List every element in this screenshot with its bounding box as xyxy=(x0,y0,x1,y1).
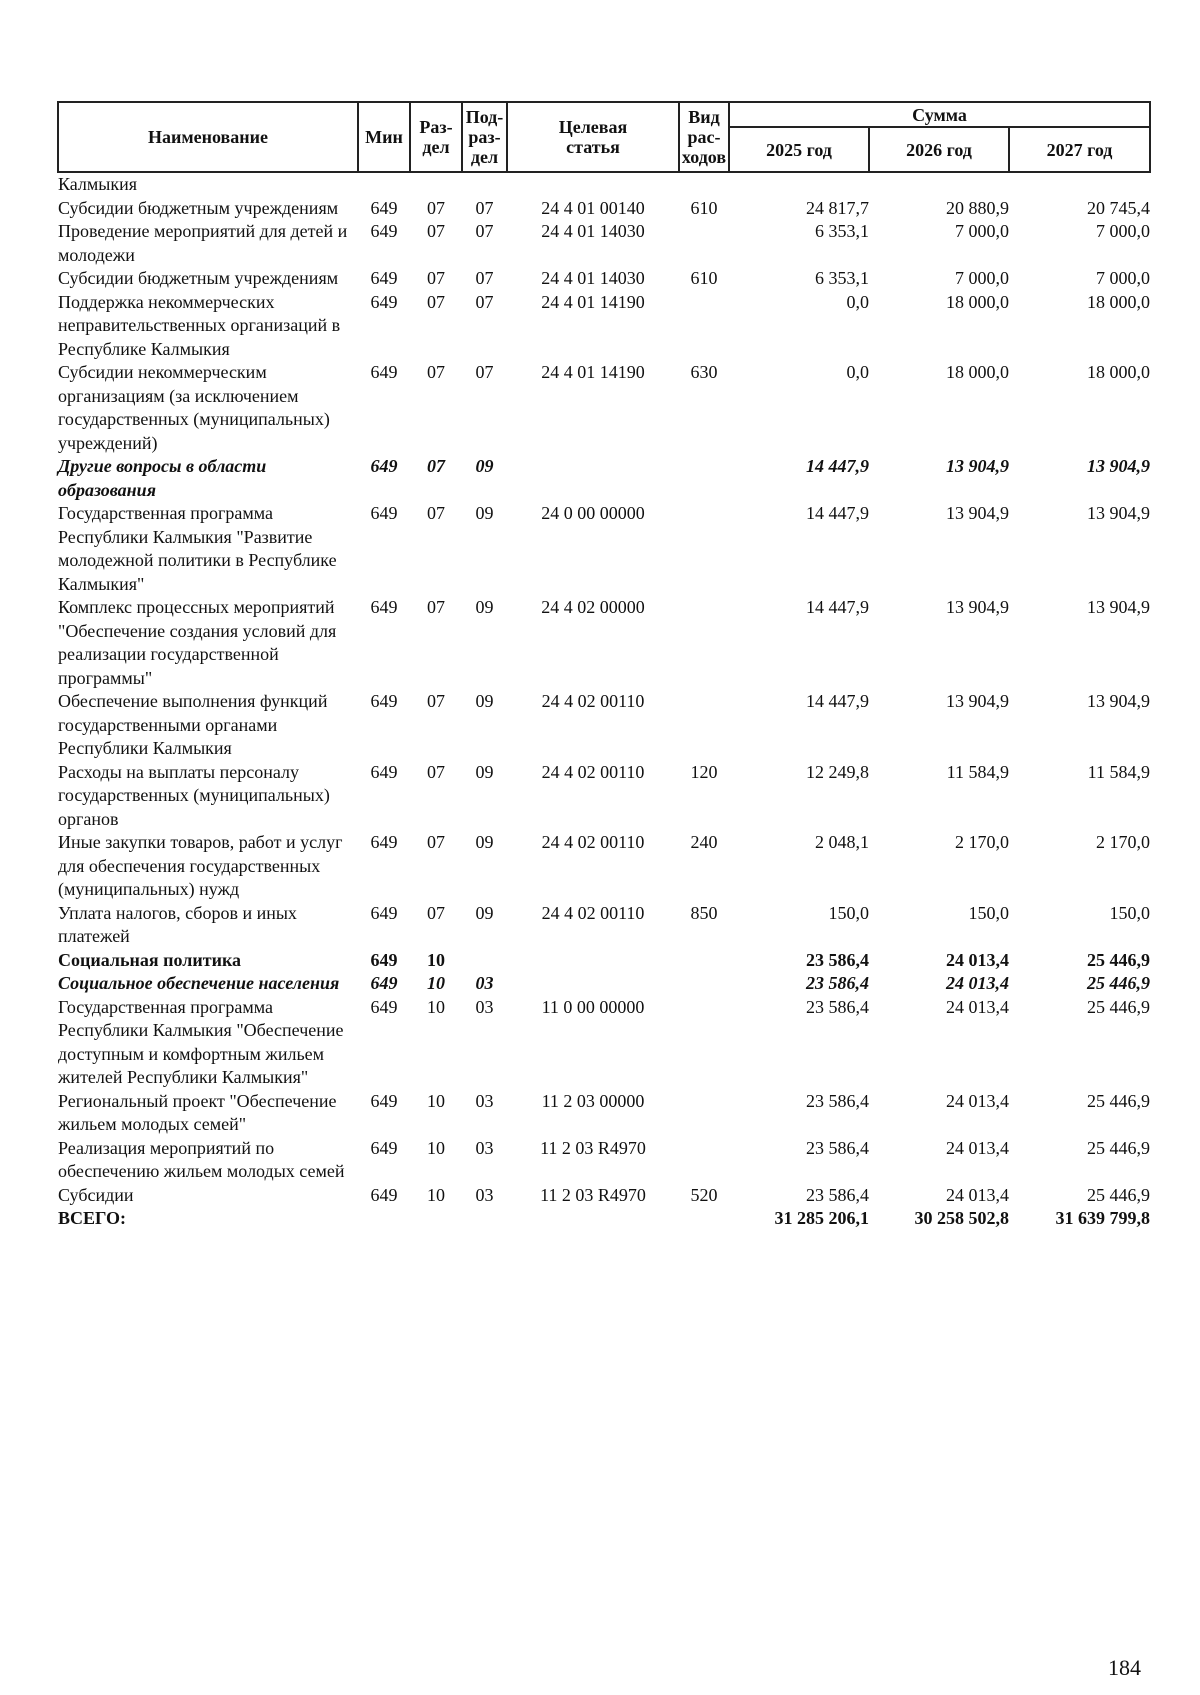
subsection-cell xyxy=(462,1207,507,1231)
amount-2027-cell: 2 170,0 xyxy=(1096,832,1150,852)
amount-2025-cell: 0,0 xyxy=(846,362,869,382)
target-article-cell: 11 2 03 00000 xyxy=(541,1090,645,1111)
amount-2026-cell: 24 013,4 xyxy=(946,1137,1009,1158)
target-article-cell: 24 4 02 00110 xyxy=(541,761,645,782)
target-article-cell xyxy=(507,455,679,502)
section-cell: 07 xyxy=(427,503,445,523)
target-article-cell: 24 4 02 00110 xyxy=(541,691,645,711)
target-article-cell: 11 2 03 R4970 xyxy=(540,1184,646,1205)
subsection-cell: 09 xyxy=(475,691,494,711)
expense-type-cell xyxy=(679,1090,729,1137)
ministry-cell: 649 xyxy=(370,197,398,218)
name-cell: Обеспечение выполнения функций государственными органами Республики Калмыкия xyxy=(58,691,328,758)
ministry-cell: 649 xyxy=(370,949,398,970)
target-article-cell: 24 4 02 00110 xyxy=(541,832,645,852)
expense-type-cell xyxy=(679,972,729,996)
header-razdel: Раз- дел xyxy=(410,102,462,172)
ministry-cell: 649 xyxy=(370,902,398,923)
ministry-cell: 649 xyxy=(370,973,398,993)
table-row xyxy=(58,902,1150,949)
section-cell: 07 xyxy=(427,362,445,382)
amount-2025-cell: 23 586,4 xyxy=(806,949,869,970)
amount-2027-cell: 25 446,9 xyxy=(1087,1090,1150,1111)
amount-2025-cell: 23 586,4 xyxy=(806,996,869,1017)
expense-type-cell xyxy=(679,502,729,596)
expense-type-cell: 850 xyxy=(690,902,718,923)
target-article-cell: 24 4 01 14190 xyxy=(541,362,645,382)
table-row xyxy=(58,267,1150,291)
ministry-cell xyxy=(358,172,410,197)
amount-2025-cell: 23 586,4 xyxy=(806,973,869,993)
table-row xyxy=(58,220,1150,267)
name-cell: Субсидии бюджетным учреждениям xyxy=(58,268,339,288)
subsection-cell: 03 xyxy=(475,973,494,993)
amount-2026-cell: 13 904,9 xyxy=(946,597,1009,617)
amount-2026-cell: 20 880,9 xyxy=(946,197,1009,218)
expense-type-cell xyxy=(679,1137,729,1184)
amount-2027-cell xyxy=(1009,172,1150,197)
amount-2026-cell: 24 013,4 xyxy=(946,973,1009,993)
ministry-cell xyxy=(358,1207,410,1231)
name-cell: Проведение мероприятий для детей и молодежи xyxy=(58,221,348,265)
amount-2026-cell: 150,0 xyxy=(968,902,1009,923)
amount-2026-cell: 30 258 502,8 xyxy=(914,1208,1009,1228)
section-cell: 10 xyxy=(427,949,445,970)
amount-2027-cell: 20 745,4 xyxy=(1087,197,1150,218)
amount-2027-cell: 150,0 xyxy=(1109,902,1150,923)
subsection-cell: 03 xyxy=(475,1090,494,1111)
amount-2026-cell: 13 904,9 xyxy=(946,456,1009,476)
table-row xyxy=(58,831,1150,902)
section-cell: 10 xyxy=(427,996,445,1017)
amount-2025-cell: 23 586,4 xyxy=(806,1137,869,1158)
target-article-cell xyxy=(507,1207,679,1231)
amount-2026-cell: 24 013,4 xyxy=(946,996,1009,1017)
name-cell: Калмыкия xyxy=(58,174,138,194)
table-row xyxy=(58,949,1150,973)
table-row xyxy=(58,197,1150,221)
table-row xyxy=(58,1137,1150,1184)
section-cell: 10 xyxy=(427,1184,445,1205)
amount-2027-cell: 18 000,0 xyxy=(1087,291,1150,312)
ministry-cell: 649 xyxy=(370,597,398,617)
amount-2025-cell: 12 249,8 xyxy=(806,761,869,782)
ministry-cell: 649 xyxy=(370,996,398,1017)
expense-type-cell xyxy=(679,455,729,502)
subsection-cell xyxy=(462,949,507,973)
name-cell: Субсидии некоммерческим организациям (за исключением государственных (муниципальных) учреждений) xyxy=(58,362,330,453)
header-year-2025: 2025 год xyxy=(729,127,869,172)
header-year-2026: 2026 год xyxy=(869,127,1009,172)
name-cell: Субсидии xyxy=(58,1184,134,1205)
subsection-cell: 09 xyxy=(475,761,494,782)
ministry-cell: 649 xyxy=(370,691,398,711)
amount-2027-cell: 11 584,9 xyxy=(1087,761,1150,782)
section-cell: 07 xyxy=(427,221,445,241)
expense-type-cell xyxy=(679,1207,729,1231)
subsection-cell: 07 xyxy=(475,221,494,241)
expense-type-cell: 610 xyxy=(690,197,718,218)
target-article-cell: 24 4 01 00140 xyxy=(541,197,645,218)
expense-type-cell xyxy=(679,690,729,761)
amount-2025-cell: 150,0 xyxy=(828,902,869,923)
table-row xyxy=(58,1090,1150,1137)
expense-type-cell xyxy=(679,596,729,690)
expense-type-cell xyxy=(679,220,729,267)
table-row xyxy=(58,291,1150,362)
ministry-cell: 649 xyxy=(370,362,398,382)
subsection-cell: 03 xyxy=(475,1137,494,1158)
amount-2026-cell: 24 013,4 xyxy=(946,1090,1009,1111)
amount-2025-cell: 24 817,7 xyxy=(806,197,869,218)
amount-2027-cell: 25 446,9 xyxy=(1087,1137,1150,1158)
section-cell xyxy=(410,1207,462,1231)
ministry-cell: 649 xyxy=(370,456,398,476)
header-podrazdel: Под- раз- дел xyxy=(462,102,507,172)
section-cell: 07 xyxy=(427,291,445,312)
target-article-cell: 11 2 03 R4970 xyxy=(540,1137,646,1158)
amount-2026-cell: 24 013,4 xyxy=(946,949,1009,970)
name-cell: Социальное обеспечение населения xyxy=(58,973,340,993)
expense-type-cell xyxy=(679,996,729,1090)
ministry-cell: 649 xyxy=(370,221,398,241)
table-row xyxy=(58,1184,1150,1208)
amount-2027-cell: 13 904,9 xyxy=(1087,456,1150,476)
section-cell: 07 xyxy=(427,597,445,617)
amount-2026-cell: 13 904,9 xyxy=(946,503,1009,523)
ministry-cell: 649 xyxy=(370,1090,398,1111)
amount-2027-cell: 25 446,9 xyxy=(1087,973,1150,993)
table-row xyxy=(58,455,1150,502)
amount-2025-cell: 23 586,4 xyxy=(806,1184,869,1205)
expense-type-cell xyxy=(679,172,729,197)
expense-type-cell xyxy=(679,949,729,973)
amount-2025-cell: 6 353,1 xyxy=(815,221,869,241)
amount-2026-cell xyxy=(869,172,1009,197)
header-sum: Сумма xyxy=(729,102,1150,127)
amount-2026-cell: 7 000,0 xyxy=(955,268,1009,288)
amount-2025-cell: 14 447,9 xyxy=(806,597,869,617)
section-cell: 07 xyxy=(427,268,445,288)
subsection-cell: 07 xyxy=(475,197,494,218)
name-cell: Реализация мероприятий по обеспечению жильем молодых семей xyxy=(58,1137,345,1181)
target-article-cell: 24 0 00 00000 xyxy=(541,503,645,523)
table-row xyxy=(58,361,1150,455)
section-cell: 07 xyxy=(427,197,445,218)
table-header xyxy=(58,102,1150,172)
amount-2027-cell: 13 904,9 xyxy=(1087,691,1150,711)
amount-2027-cell: 13 904,9 xyxy=(1087,597,1150,617)
name-cell: Иные закупки товаров, работ и услуг для обеспечения государственных (муниципальных) нужд xyxy=(58,832,343,899)
amount-2027-cell: 31 639 799,8 xyxy=(1055,1208,1150,1228)
ministry-cell: 649 xyxy=(370,832,398,852)
subsection-cell xyxy=(462,172,507,197)
target-article-cell: 24 4 01 14030 xyxy=(541,268,645,288)
amount-2027-cell: 7 000,0 xyxy=(1096,268,1150,288)
table-row xyxy=(58,690,1150,761)
amount-2025-cell: 14 447,9 xyxy=(806,456,869,476)
table-row xyxy=(58,596,1150,690)
expense-type-cell: 520 xyxy=(690,1184,718,1205)
ministry-cell: 649 xyxy=(370,503,398,523)
amount-2026-cell: 2 170,0 xyxy=(955,832,1009,852)
name-cell: Государственная программа Республики Калмыкия "Обеспечение доступным и комфортным жильем жителей Республики Калмыкия" xyxy=(58,996,344,1087)
header-min: Мин xyxy=(358,102,410,172)
subsection-cell: 09 xyxy=(475,902,494,923)
expense-type-cell xyxy=(679,291,729,362)
section-cell: 07 xyxy=(427,456,445,476)
name-cell: Региональный проект "Обеспечение жильем молодых семей" xyxy=(58,1090,337,1134)
subsection-cell: 07 xyxy=(475,362,494,382)
amount-2026-cell: 18 000,0 xyxy=(946,362,1009,382)
section-cell: 07 xyxy=(427,761,445,782)
amount-2026-cell: 11 584,9 xyxy=(946,761,1009,782)
amount-2025-cell: 0,0 xyxy=(846,291,869,312)
target-article-cell: 24 4 02 00000 xyxy=(541,597,645,617)
budget-table xyxy=(57,101,1151,1231)
ministry-cell: 649 xyxy=(370,761,398,782)
target-article-cell xyxy=(507,972,679,996)
section-cell: 10 xyxy=(427,1090,445,1111)
target-article-cell: 24 4 02 00110 xyxy=(541,902,645,923)
table-row xyxy=(58,172,1150,197)
target-article-cell: 11 0 00 00000 xyxy=(541,996,645,1017)
subsection-cell: 09 xyxy=(475,597,494,617)
target-article-cell: 24 4 01 14030 xyxy=(541,221,645,241)
page-number: 184 xyxy=(1108,1655,1141,1680)
name-cell: Государственная программа Республики Калмыкия "Развитие молодежной политики в Республике Калмыкия" xyxy=(58,503,337,594)
amount-2026-cell: 13 904,9 xyxy=(946,691,1009,711)
amount-2027-cell: 18 000,0 xyxy=(1087,362,1150,382)
amount-2026-cell: 7 000,0 xyxy=(955,221,1009,241)
name-cell: ВСЕГО: xyxy=(58,1208,127,1228)
amount-2027-cell: 25 446,9 xyxy=(1087,1184,1150,1205)
name-cell: Другие вопросы в области образования xyxy=(58,456,267,500)
target-article-cell xyxy=(507,172,679,197)
table-body xyxy=(58,172,1150,1231)
name-cell: Поддержка некоммерческих неправительственных организаций в Республике Калмыкия xyxy=(58,291,341,359)
amount-2027-cell: 7 000,0 xyxy=(1096,221,1150,241)
ministry-cell: 649 xyxy=(370,1137,398,1158)
section-cell: 07 xyxy=(427,691,445,711)
section-cell xyxy=(410,172,462,197)
subsection-cell: 09 xyxy=(475,832,494,852)
expense-type-cell: 630 xyxy=(690,362,718,382)
name-cell: Расходы на выплаты персоналу государственных (муниципальных) органов xyxy=(58,761,330,829)
table-row xyxy=(58,972,1150,996)
amount-2025-cell: 2 048,1 xyxy=(815,832,869,852)
subsection-cell: 07 xyxy=(475,291,494,312)
section-cell: 10 xyxy=(427,1137,445,1158)
section-cell: 07 xyxy=(427,832,445,852)
amount-2027-cell: 25 446,9 xyxy=(1087,949,1150,970)
amount-2026-cell: 24 013,4 xyxy=(946,1184,1009,1205)
table-row xyxy=(58,996,1150,1090)
subsection-cell: 03 xyxy=(475,996,494,1017)
name-cell: Субсидии бюджетным учреждениям xyxy=(58,197,339,218)
subsection-cell: 09 xyxy=(475,503,494,523)
name-cell: Уплата налогов, сборов и иных платежей xyxy=(58,902,297,946)
table-row xyxy=(58,761,1150,832)
amount-2025-cell: 6 353,1 xyxy=(815,268,869,288)
header-target-article: Целевая статья xyxy=(507,102,679,172)
amount-2025-cell: 14 447,9 xyxy=(806,691,869,711)
target-article-cell xyxy=(507,949,679,973)
table-row xyxy=(58,1207,1150,1231)
amount-2027-cell: 25 446,9 xyxy=(1087,996,1150,1017)
ministry-cell: 649 xyxy=(370,291,398,312)
name-cell: Социальная политика xyxy=(58,949,242,970)
header-name: Наименование xyxy=(58,102,358,172)
table-row xyxy=(58,502,1150,596)
expense-type-cell: 120 xyxy=(690,761,718,782)
amount-2027-cell: 13 904,9 xyxy=(1087,503,1150,523)
section-cell: 10 xyxy=(427,973,445,993)
header-expense-type: Вид рас- ходов xyxy=(679,102,729,172)
ministry-cell: 649 xyxy=(370,1184,398,1205)
target-article-cell: 24 4 01 14190 xyxy=(541,291,645,312)
amount-2026-cell: 18 000,0 xyxy=(946,291,1009,312)
amount-2025-cell: 14 447,9 xyxy=(806,503,869,523)
amount-2025-cell xyxy=(729,172,869,197)
subsection-cell: 09 xyxy=(475,456,494,476)
subsection-cell: 07 xyxy=(475,268,494,288)
ministry-cell: 649 xyxy=(370,268,398,288)
header-year-2027: 2027 год xyxy=(1009,127,1150,172)
name-cell: Комплекс процессных мероприятий "Обеспечение создания условий для реализации государственной программы" xyxy=(58,597,337,688)
amount-2025-cell: 31 285 206,1 xyxy=(774,1208,869,1228)
expense-type-cell: 240 xyxy=(690,832,718,852)
expense-type-cell: 610 xyxy=(690,268,718,288)
subsection-cell: 03 xyxy=(475,1184,494,1205)
section-cell: 07 xyxy=(427,902,445,923)
amount-2025-cell: 23 586,4 xyxy=(806,1090,869,1111)
